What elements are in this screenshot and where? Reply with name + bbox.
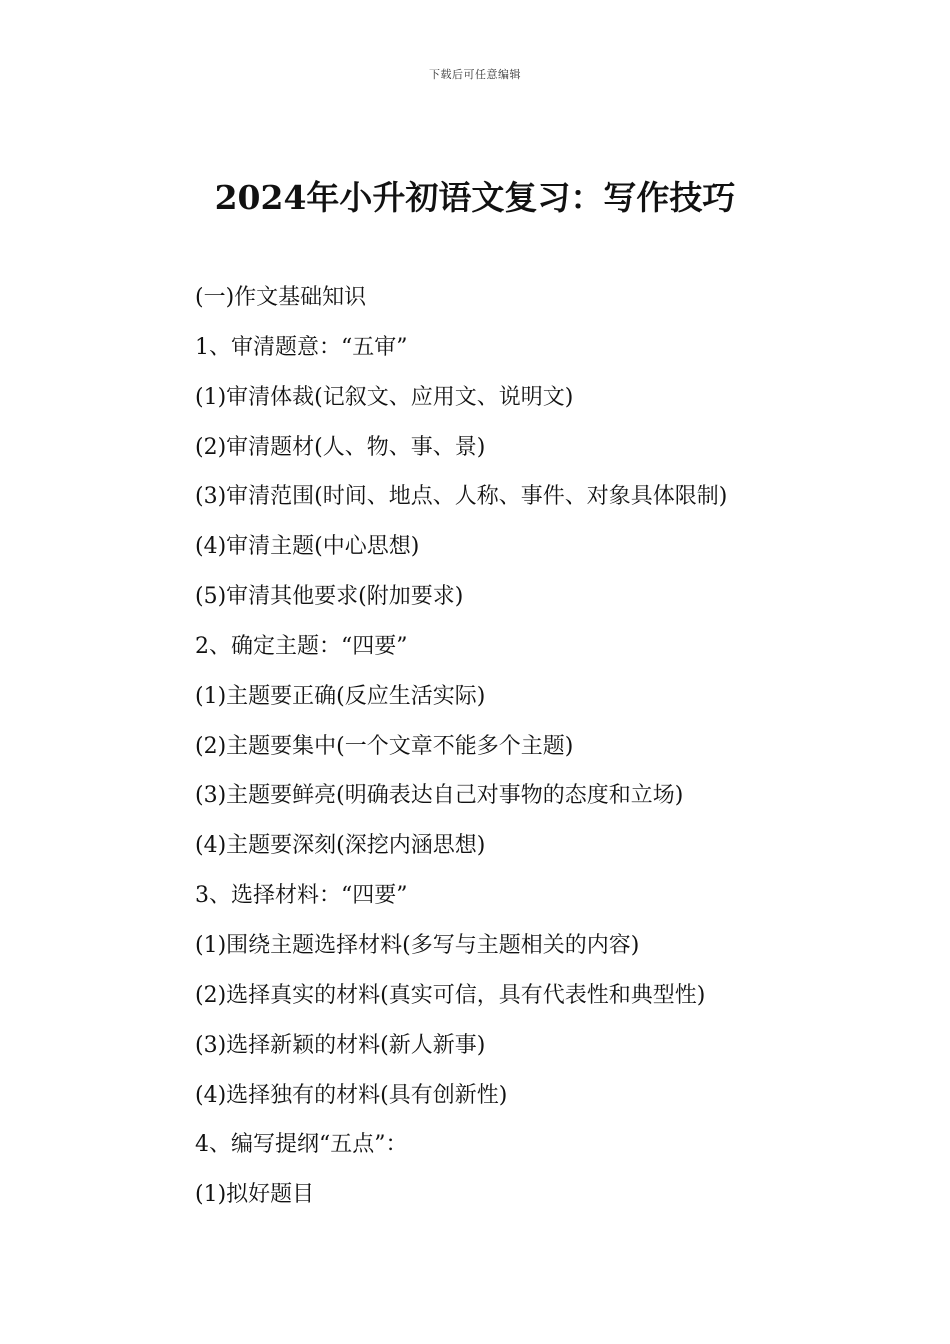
document-body	[195, 281, 895, 1228]
list-item: (5)审清其他要求(附加要求)	[195, 584, 464, 610]
list-item: (3)审清范围(时间、地点、人称、事件、对象具体限制)	[195, 484, 728, 510]
list-item: (1)拟好题目	[195, 1182, 315, 1208]
subsection-heading: 3、选择材料：“四要”	[195, 883, 408, 909]
list-item: (1)审清体裁(记叙文、应用文、说明文)	[195, 384, 574, 410]
list-item: (1)围绕主题选择材料(多写与主题相关的内容)	[195, 932, 640, 958]
subsection-heading: 1、审清题意：“五审”	[195, 334, 408, 360]
list-item: (2)审清题材(人、物、事、景)	[195, 434, 486, 460]
page-header-note: 下载后可任意编辑	[429, 68, 521, 81]
list-item: (3)选择新颖的材料(新人新事)	[195, 1032, 486, 1058]
section-heading: (一)作文基础知识	[195, 285, 367, 310]
list-item: (2)选择真实的材料(真实可信，具有代表性和典型性)	[195, 982, 706, 1008]
document-title: 2024年小升初语文复习：写作技巧	[214, 178, 736, 217]
subsection-heading: 4、编写提纲“五点”：	[195, 1132, 408, 1158]
list-item: (2)主题要集中(一个文章不能多个主题)	[195, 733, 574, 759]
subsection-heading: 2、确定主题：“四要”	[195, 633, 408, 659]
list-item: (4)主题要深刻(深挖内涵思想)	[195, 833, 486, 859]
list-item: (1)主题要正确(反应生活实际)	[195, 683, 486, 709]
list-item: (3)主题要鲜亮(明确表达自己对事物的态度和立场)	[195, 783, 684, 809]
list-item: (4)选择独有的材料(具有创新性)	[195, 1082, 508, 1108]
list-item: (4)审清主题(中心思想)	[195, 534, 420, 560]
